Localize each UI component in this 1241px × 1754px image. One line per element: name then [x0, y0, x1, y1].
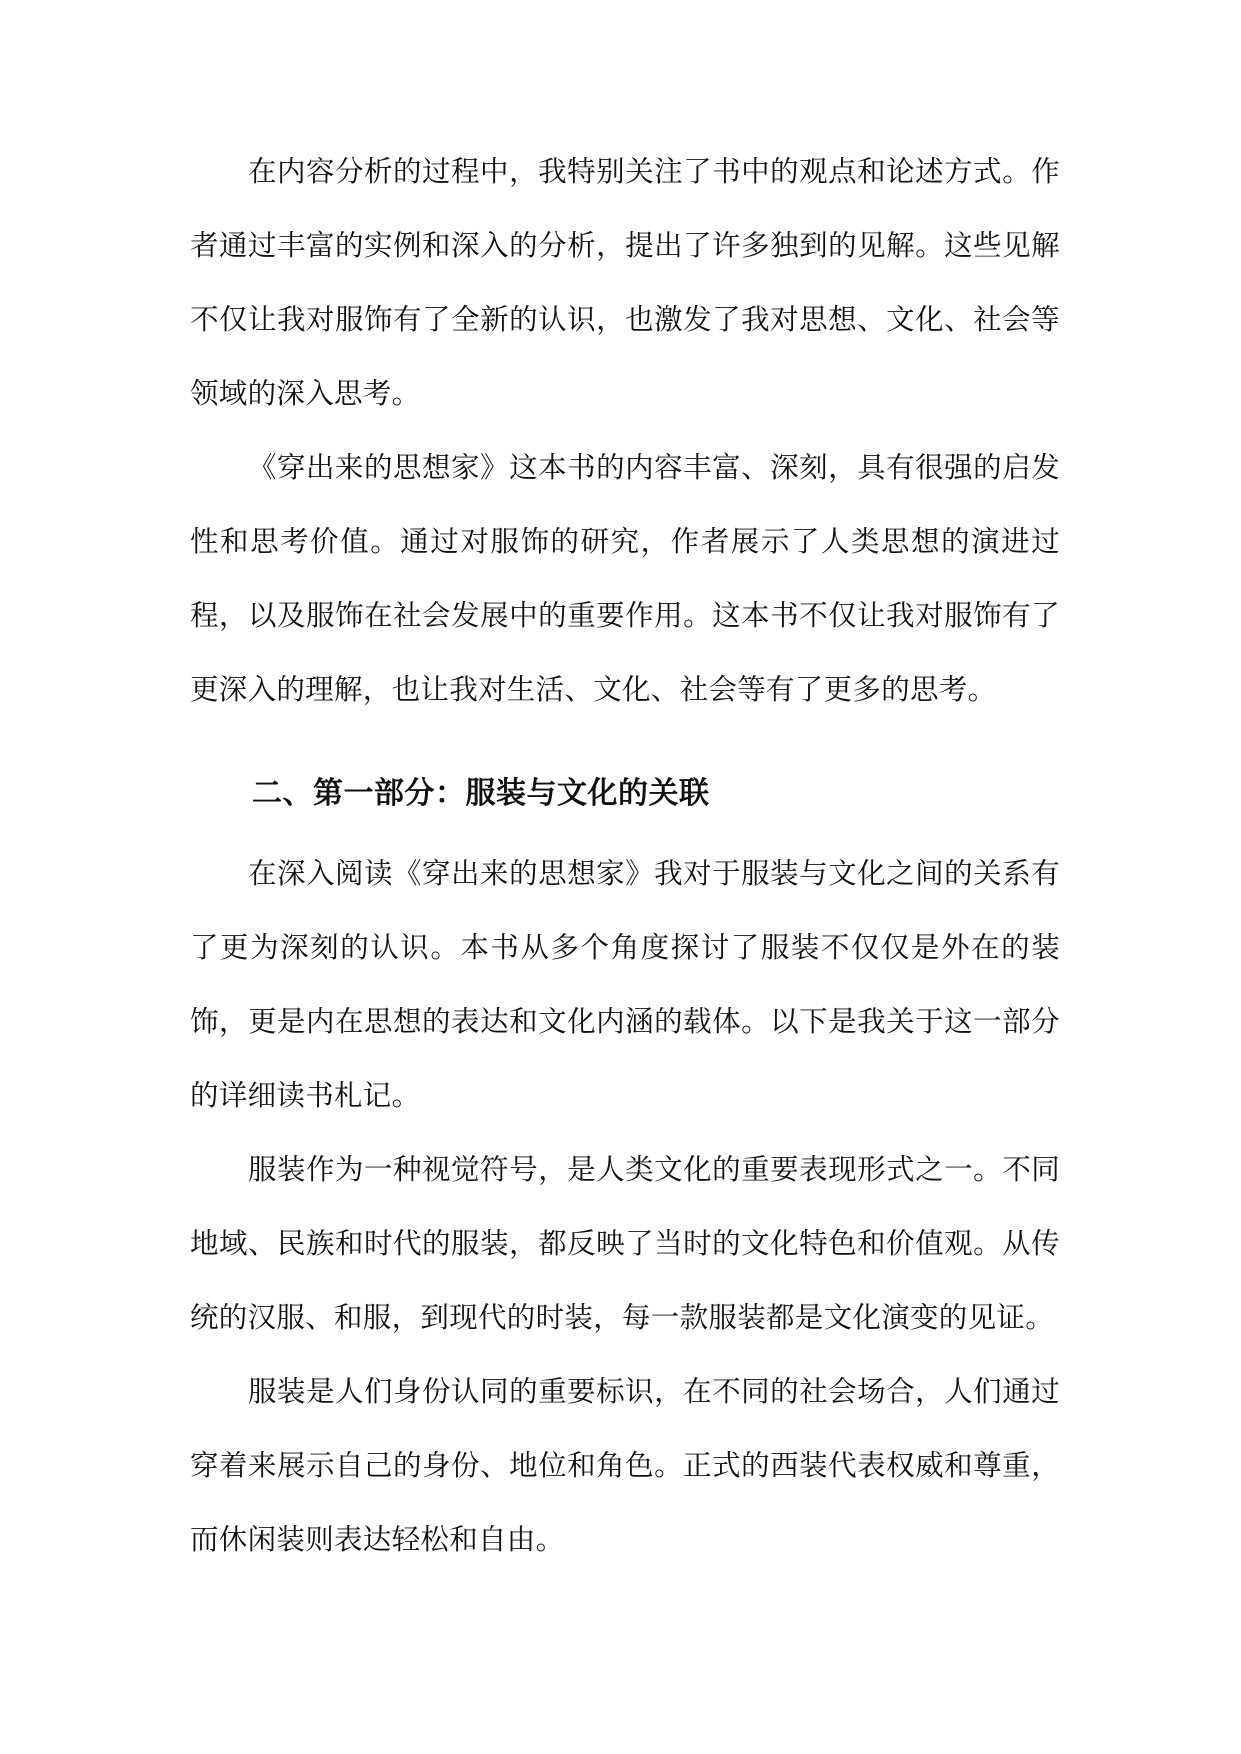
- paragraph-content-analysis: 在内容分析的过程中，我特别关注了书中的观点和论述方式。作者通过丰富的实例和深入的分析，提出了许多独到的见解。这些见解不仅让我对服饰有了全新的认识，也激发了我对思想、文化、社会等领域的深入思考。: [190, 155, 1060, 410]
- paragraph-book-summary: 《穿出来的思想家》这本书的内容丰富、深刻，具有很强的启发性和思考价值。通过对服饰的研究，作者展示了人类思想的演进过程，以及服饰在社会发展中的重要作用。这本书不仅让我对服饰有了更深入的理解，也让我对生活、文化、社会等有了更多的思考。: [190, 451, 1060, 706]
- paragraph-identity: 服装是人们身份认同的重要标识，在不同的社会场合，人们通过穿着来展示自己的身份、地位和角色。正式的西装代表权威和尊重，而休闲装则表达轻松和自由。: [190, 1375, 1060, 1556]
- paragraph-visual-symbol: 服装作为一种视觉符号，是人类文化的重要表现形式之一。不同地域、民族和时代的服装，都反映了当时的文化特色和价值观。从传统的汉服、和服，到现代的时装，每一款服装都是文化演变的见证。: [190, 1153, 1060, 1334]
- document-body: [190, 135, 1060, 1577]
- paragraph-section-intro: 在深入阅读《穿出来的思想家》我对于服装与文化之间的关系有了更为深刻的认识。本书从多个角度探讨了服装不仅仅是外在的装饰，更是内在思想的表达和文化内涵的载体。以下是我关于这一部分的详细读书札记。: [190, 857, 1060, 1112]
- section-heading: 二、第一部分：服装与文化的关联: [252, 776, 710, 811]
